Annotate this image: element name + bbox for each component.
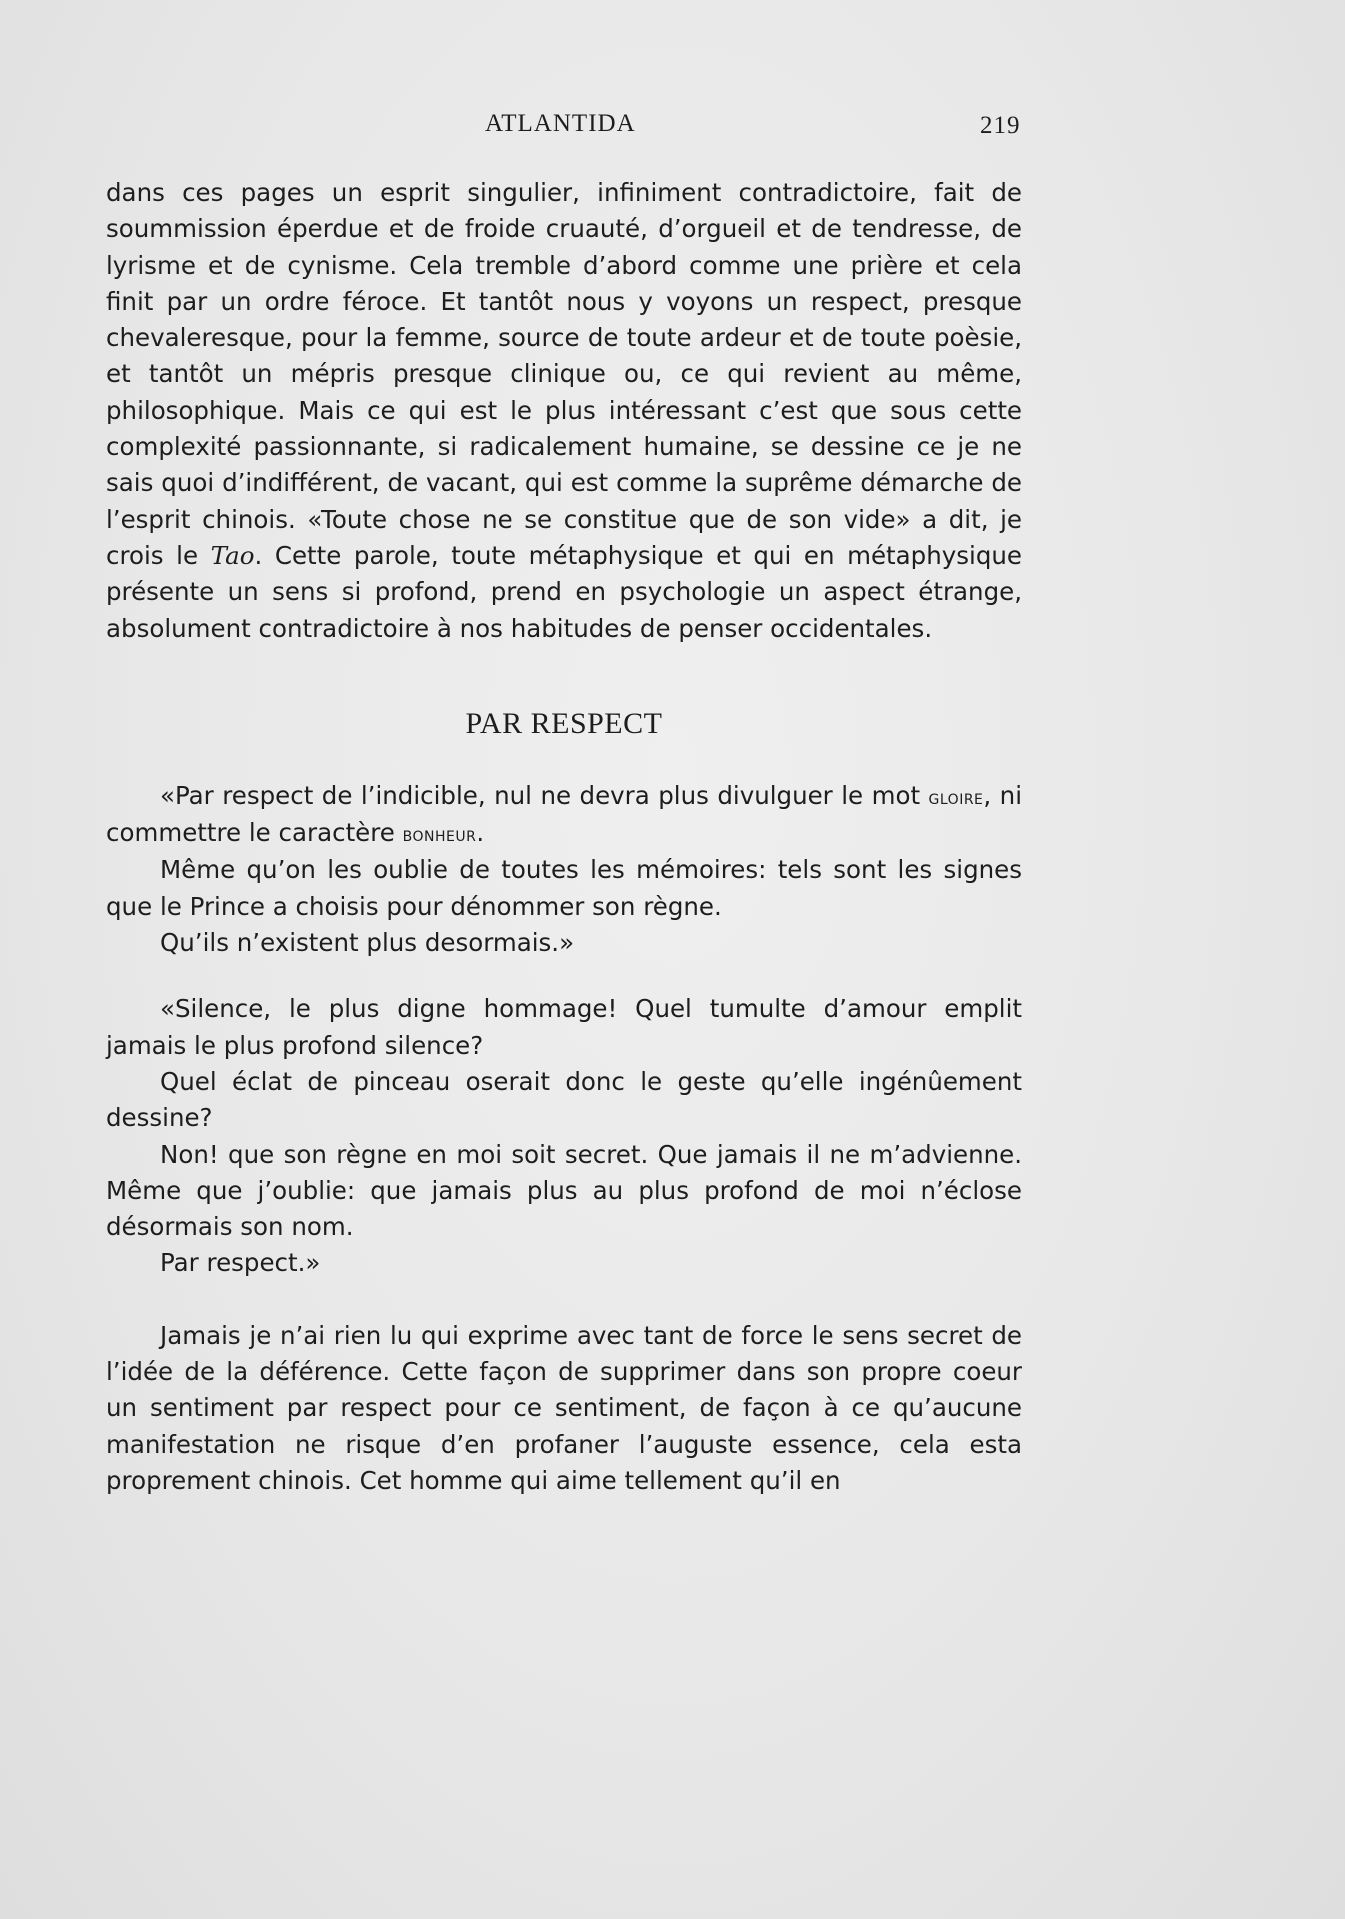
poem2-paragraph-2: Quel éclat de pinceau oserait donc le geste qu’elle ingénûement dessine? [106,1066,1022,1133]
page-number: 219 [980,112,1021,139]
poem1-p1-part-3: . [476,818,485,848]
poem2-paragraph-1: «Silence, le plus digne hommage! Quel tumulte d’amour emplit jamais le plus profond silence? [106,994,1022,1060]
intro-paragraph [106,175,1022,647]
intro-text-part-2: . Cette parole, toute métaphysique et qui en métaphysique présente un sens si profond, prend en psychologie un aspect étrange, absolument contradictoire à nos habitudes de penser occidentales. [106,540,1022,643]
poem1-p1-part-1: «Par respect de l’indicible, nul ne devra plus divulguer le mot [160,780,929,810]
poem2-paragraph-3: Non! que son règne en moi soit secret. Que jamais il ne m’advienne. Même que j’oublie: que jamais plus au plus profond de moi n’éclose désormais son nom. [106,1139,1022,1242]
intro-text-part-1: dans ces pages un esprit singulier, infiniment contradictoire, fait de soummission éperdue et de froide cruauté, d’orgueil et de tendresse, de lyrisme et de cynisme. Cela tremble d’abord comme une prière et cela finit par un ordre féroce. Et tantôt nous y voyons un respect, presque chevaleresque, pour la femme, source de toute ardeur et de toute poèsie, et tantôt un mépris presque clinique ou, ce qui revient au même, philosophique. Mais ce qui est le plus intéressant c’est que sous cette complexité passionnante, si radicalement humaine, se dessine ce je ne sais quoi d’indifférent, de vacant, qui est comme la suprême démarche de l’esprit chinois. «Toute chose ne se constitue que de son vide» a dit, je crois le [106,178,1022,570]
poem2-paragraph-4: Par respect.» [160,1248,321,1278]
page-body [106,175,1022,1499]
running-title: ATLANTIDA [485,110,636,137]
word-bonheur: bonheur [402,822,477,847]
poem1-p1-part-2: , ni commettre le caractère [106,780,1023,848]
poem1-paragraph-3: Qu’ils n’existent plus desormais.» [160,928,575,958]
poem1-paragraph-1 [106,778,1022,853]
section-title: PAR RESPECT [465,706,663,740]
tao-italic: Tao [210,540,255,570]
word-gloire: gloire [928,784,984,809]
poem1-paragraph-2: Même qu’on les oublie de toutes les mémoires: tels sont les signes que le Prince a choisis pour dénommer son règne. [106,855,1022,921]
final-paragraph: Jamais je n’ai rien lu qui exprime avec tant de force le sens secret de l’idée de la déférence. Cette façon de supprimer dans son propre coeur un sentiment par respect pour ce sentiment, de façon à ce qu’aucune manifestation ne risque d’en profaner l’auguste essence, cela esta proprement chinois. Cet homme qui aime tellement qu’il en [106,1320,1022,1495]
page-header [0,110,1345,150]
